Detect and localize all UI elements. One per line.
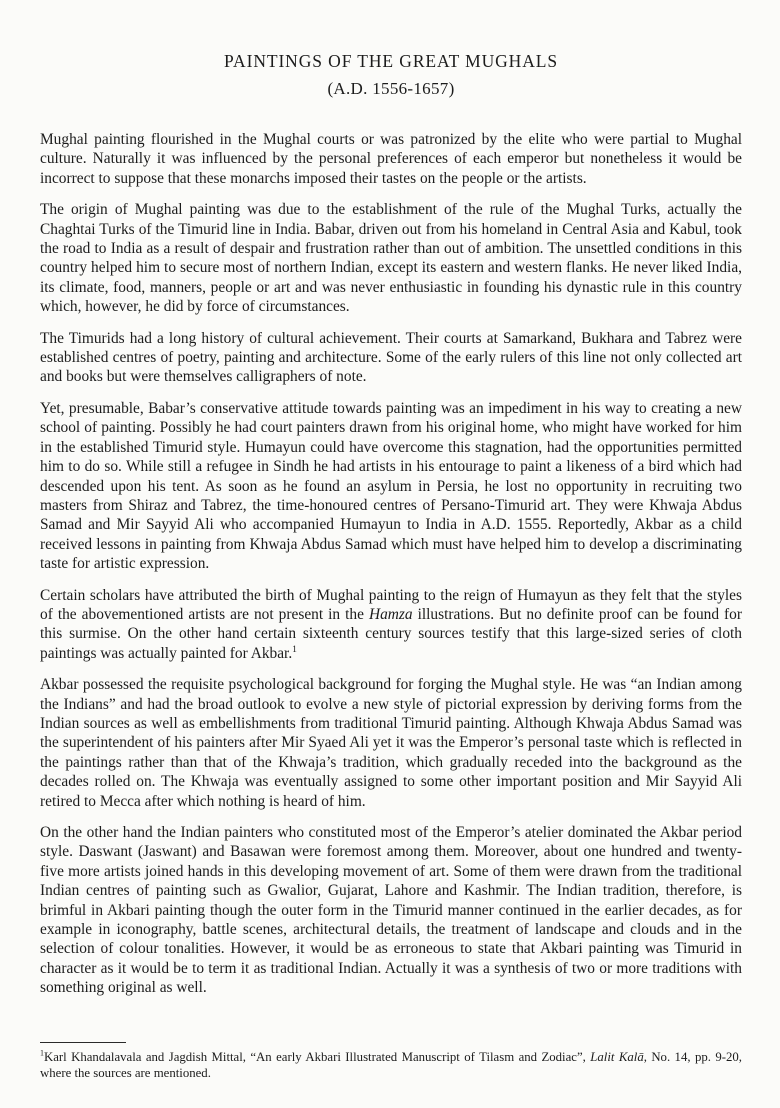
text-run: , No. 14, pp. 9-20, where the sources are mentioned.	[40, 1049, 742, 1081]
page-subtitle: (A.D. 1556-1657)	[327, 79, 455, 98]
paragraph-6	[40, 675, 742, 811]
text-run: On the other hand the Indian painters who constituted most of the Emperor’s atelier dominated the Akbar period style. Daswant (Jaswant) and Basawan were foremost among them. Moreover, about one hundred and twenty-five more artists joined hands in this developing movement of art. Some of them were drawn from the traditional Indian centres of painting such as Gwalior, Gujarat, Lahore and Kashmir. The Indian tradition, therefore, is brimful in Akbari painting though the outer form in the Timurid manner continued in the earlier decades, as for example in iconography, battle scenes, architectural details, the treatment of landscape and clouds and in the selection of colour tonalities. However, it would be as erroneous to state that Akbari painting was Timurid in character as it would be to term it as traditional Indian. Actually it was a synthesis of two or more traditions with something original as well.	[40, 824, 742, 997]
body-paragraphs	[40, 130, 742, 998]
footnote-rule	[40, 1042, 126, 1043]
footnote-marker: 1	[40, 1048, 44, 1058]
paragraph-2	[40, 200, 742, 316]
footnote-text	[40, 1049, 742, 1082]
italic-text: Lalit Kalā	[590, 1049, 644, 1064]
text-run: Akbar possessed the requisite psychological background for forging the Mughal style. He was “an Indian among the Indians” and had the broad outlook to evolve a new style of pictorial expression by deriving forms from the Indian sources as well as embellishments from traditional Timurid painting. Although Khwaja Abdus Samad was the superintendent of his painters after Mir Syaed Ali yet it was the Emperor’s personal taste which is reflected in the paintings rather than that of the Khwaja’s tradition, which gradually receded into the background as the decades rolled on. The Khwaja was eventually assigned to some other important position and Mir Sayyid Ali retired to Mecca after which nothing is heard of him.	[40, 676, 742, 810]
title-block	[40, 50, 742, 100]
page-title: PAINTINGS OF THE GREAT MUGHALS	[224, 51, 558, 71]
text-run: Certain scholars have attributed the birth of Mughal painting to the reign of Humayun as they felt that the styles of the abovementioned artists are not present in the	[40, 586, 742, 623]
text-run: Mughal painting flourished in the Mughal courts or was patronized by the elite who were partial to Mughal culture. Naturally it was influenced by the personal preferences of each emperor but nonetheless it would be incorrect to suppose that these monarchs imposed their tastes on the people or the artists.	[40, 131, 742, 187]
paragraph-3	[40, 329, 742, 387]
paragraph-1	[40, 130, 742, 188]
footnote-marker: 1	[292, 643, 297, 655]
text-run: illustrations. But no definite proof can be found for this surmise. On the other hand certain sixteenth century sources testify that this large-sized series of cloth paintings was actually painted for Akbar.	[40, 605, 742, 662]
footnote	[40, 1042, 742, 1082]
paragraph-7	[40, 823, 742, 998]
text-run: Karl Khandalavala and Jagdish Mittal, “An early Akbari Illustrated Manuscript of Tilasm and Zodiac”,	[43, 1049, 591, 1064]
text-run: The Timurids had a long history of cultural achievement. Their courts at Samarkand, Bukhara and Tabrez were established centres of poetry, painting and architecture. Some of the early rulers of this line not only collected art and books but were themselves calligraphers of note.	[40, 329, 742, 386]
text-run: Yet, presumable, Babar’s conservative attitude towards painting was an impediment in his way to creating a new school of painting. Possibly he had court painters drawn from his original home, who might have worked for him in the established Timurid style. Humayun could have overcome this stagnation, had the opportunities permitted him to do so. While still a refugee in Sindh he had artists in his entourage to paint a likeness of a bird which had descended upon his tent. As soon as he found an asylum in Persia, he lost no opportunity in recruiting two masters from Shiraz and Tabrez, the time-honoured centres of Persano-Timurid art. They were Khwaja Abdus Samad and Mir Sayyid Ali who accompanied Humayun to India in A.D. 1555. Reportedly, Akbar as a child received lessons in painting from Khwaja Abdus Samad which must have helped him to develop a discriminating taste for artistic expression.	[40, 399, 742, 573]
paragraph-5	[40, 586, 742, 664]
paragraph-4	[40, 399, 742, 574]
text-run: The origin of Mughal painting was due to the establishment of the rule of the Mughal Turks, actually the Chaghtai Turks of the Timurid line in India. Babar, driven out from his homeland in Central Asia and Kabul, took the road to India as a result of despair and frustration rather than out of ambition. The unsettled conditions in this country helped him to secure most of northern Indian, except its eastern and western flanks. He never liked India, its climate, food, manners, people or art and was never enthusiastic in founding his dynastic rule in this country which, however, he did by force of circumstances.	[40, 201, 742, 316]
italic-text: Hamza	[368, 605, 413, 623]
